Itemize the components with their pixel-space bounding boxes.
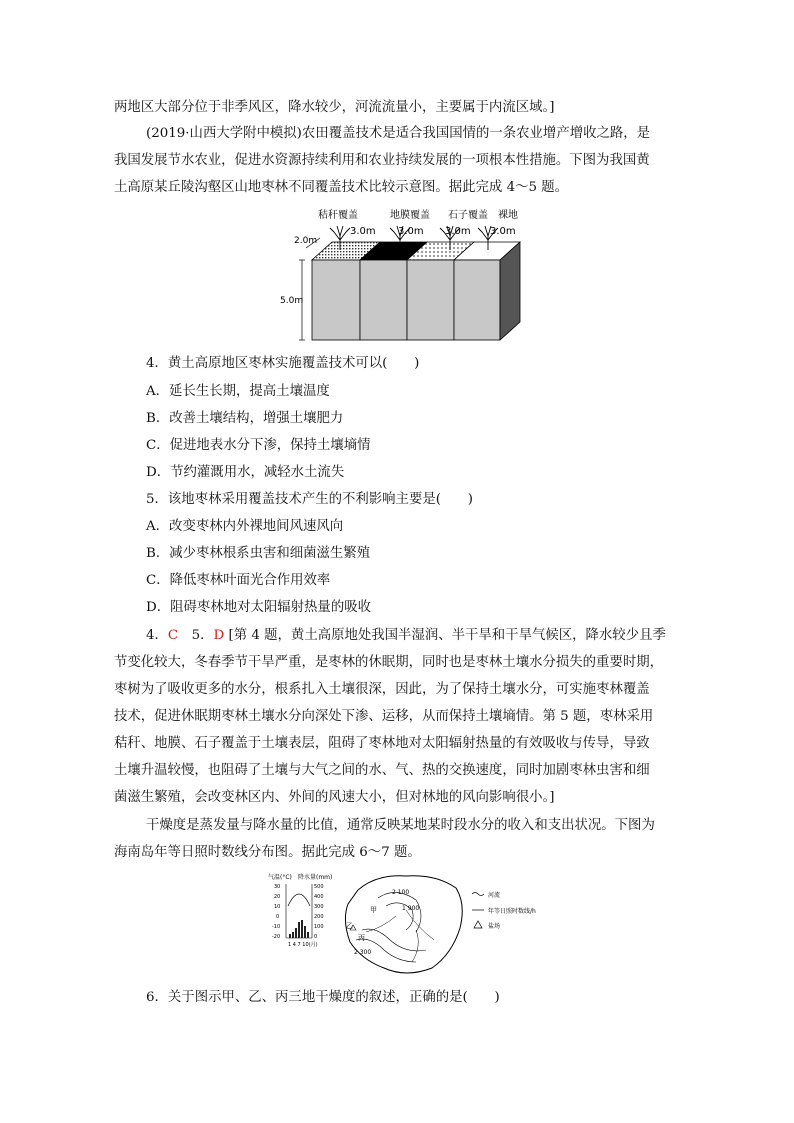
svg-text:300: 300 bbox=[314, 904, 324, 910]
width-label: 3.0m bbox=[445, 226, 471, 237]
option-d[interactable]: D．阻碍枣林地对太阳辐射热量的吸收 bbox=[146, 600, 371, 615]
svg-text:-10: -10 bbox=[272, 924, 281, 930]
svg-text:2 100: 2 100 bbox=[392, 889, 410, 896]
svg-text:1 4 7 10(月): 1 4 7 10(月) bbox=[288, 942, 318, 948]
svg-text:10: 10 bbox=[274, 904, 281, 910]
label-bare: 裸地 bbox=[498, 210, 518, 221]
answer-q4-letter: C bbox=[167, 628, 179, 643]
passage-1-line: 土高原某丘陵沟壑区山地枣林不同覆盖技术比较示意图。据此完成 4～5 题。 bbox=[114, 180, 569, 195]
option-c[interactable]: C．降低枣林叶面光合作用效率 bbox=[146, 573, 331, 588]
passage-1-line: 我国发展节水农业，促进水资源持续利用和农业持续发展的一项根本性措施。下图为我国黄 bbox=[114, 153, 650, 168]
answer-line: 秸秆、地膜、石子覆盖于土壤表层，阻碍了枣林地对太阳辐射热量的有效吸收与传导，导致 bbox=[114, 736, 650, 751]
question-stem: 5．该地枣林采用覆盖技术产生的不利影响主要是( ) bbox=[146, 492, 473, 507]
question-stem: 4．黄土高原地区枣林实施覆盖技术可以( ) bbox=[146, 356, 420, 371]
answer-line: 菌滋生繁殖，会改变林区内、外间的风速大小，但对林地的风向影响很小。] bbox=[114, 790, 555, 805]
depth-label: 2.0m bbox=[294, 236, 318, 246]
width-label: 3.0m bbox=[398, 226, 424, 237]
climate-axis-right: 降水量(mm) bbox=[298, 874, 333, 881]
svg-text:0: 0 bbox=[276, 914, 280, 920]
passage-2-line: 海南岛年等日照时数线分布图。据此完成 6～7 题。 bbox=[114, 845, 421, 860]
svg-text:500: 500 bbox=[314, 884, 324, 890]
width-label: 3.0m bbox=[490, 226, 516, 237]
height-label: 5.0m bbox=[280, 296, 304, 306]
svg-text:-20: -20 bbox=[272, 934, 281, 940]
answer-q5-num: 5． bbox=[191, 628, 214, 643]
answer-q4-num: 4． bbox=[146, 628, 168, 643]
svg-text:乙: 乙 bbox=[346, 922, 353, 930]
svg-text:400: 400 bbox=[314, 894, 324, 900]
svg-text:0: 0 bbox=[314, 934, 318, 940]
label-gravel: 石子覆盖 bbox=[448, 210, 488, 221]
answer-q5-letter: D bbox=[213, 628, 225, 643]
svg-text:100: 100 bbox=[314, 924, 324, 930]
answer-line: 节变化较大，冬春季节干旱严重，是枣林的休眠期，同时也是枣林土壤水分损失的重要时期， bbox=[114, 655, 664, 670]
svg-text:200: 200 bbox=[314, 914, 324, 920]
legend-river: 河流 bbox=[488, 892, 501, 899]
svg-text:甲: 甲 bbox=[370, 906, 377, 914]
intro-tail-text: 两地区大部分位于非季风区，降水较少，河流流量小，主要属于内流区域。] bbox=[114, 100, 555, 115]
passage-1-line: (2019·山西大学附中模拟)农田覆盖技术是适合我国国情的一条农业增产增收之路，是 bbox=[146, 126, 651, 141]
legend-isoline: 年等日照时数线/h bbox=[488, 908, 536, 915]
answer-line: 土壤升温较慢，也阻碍了土壤与大气之间的水、气、热的交换速度，同时加剧枣林虫害和细 bbox=[114, 763, 650, 778]
climate-axis-left: 气温(°C) bbox=[268, 874, 292, 881]
cover-technique-figure bbox=[280, 206, 530, 346]
option-d[interactable]: D．节约灌溉用水，减轻水土流失 bbox=[146, 465, 345, 480]
question-6-stem: 6．关于图示甲、乙、丙三地干燥度的叙述，正确的是( ) bbox=[146, 990, 500, 1005]
option-b[interactable]: B．减少枣林根系虫害和细菌滋生繁殖 bbox=[146, 546, 371, 561]
option-c[interactable]: C．促进地表水分下渗，保持土壤墒情 bbox=[146, 438, 371, 453]
svg-text:1 900: 1 900 bbox=[402, 905, 420, 912]
svg-text:丙: 丙 bbox=[358, 934, 365, 942]
svg-text:2 300: 2 300 bbox=[354, 949, 372, 956]
option-a[interactable]: A．改变枣林内外裸地间风速风向 bbox=[146, 519, 344, 534]
answer-line: 技术，促进休眠期枣林土壤水分向深处下渗、运移，从而保持土壤墒情。第 5 题，枣林采用 bbox=[114, 709, 654, 724]
option-a[interactable]: A．延长生长期，提高土壤温度 bbox=[146, 384, 330, 399]
width-label: 3.0m bbox=[350, 226, 376, 237]
option-b[interactable]: B．改善土壤结构，增强土壤肥力 bbox=[146, 411, 344, 426]
answer-line: 枣树为了吸收更多的水分，根系扎入土壤很深，因此，为了保持土壤水分，可实施枣林覆盖 bbox=[114, 682, 650, 697]
svg-text:20: 20 bbox=[274, 894, 281, 900]
label-straw: 秸秆覆盖 bbox=[318, 210, 358, 221]
hainan-sunshine-map bbox=[266, 870, 546, 980]
answer-first-rest: [第 4 题，黄土高原地处我国半湿润、半干旱和干旱气候区，降水较少且季 bbox=[228, 628, 666, 643]
svg-text:30: 30 bbox=[274, 884, 281, 890]
answer-first-line bbox=[146, 624, 666, 643]
passage-2-line: 干燥度是蒸发量与降水量的比值，通常反映某地某时段水分的收入和支出状况。下图为 bbox=[146, 818, 655, 833]
label-film: 地膜覆盖 bbox=[390, 210, 430, 221]
legend-saltfield: 盐场 bbox=[488, 923, 501, 930]
